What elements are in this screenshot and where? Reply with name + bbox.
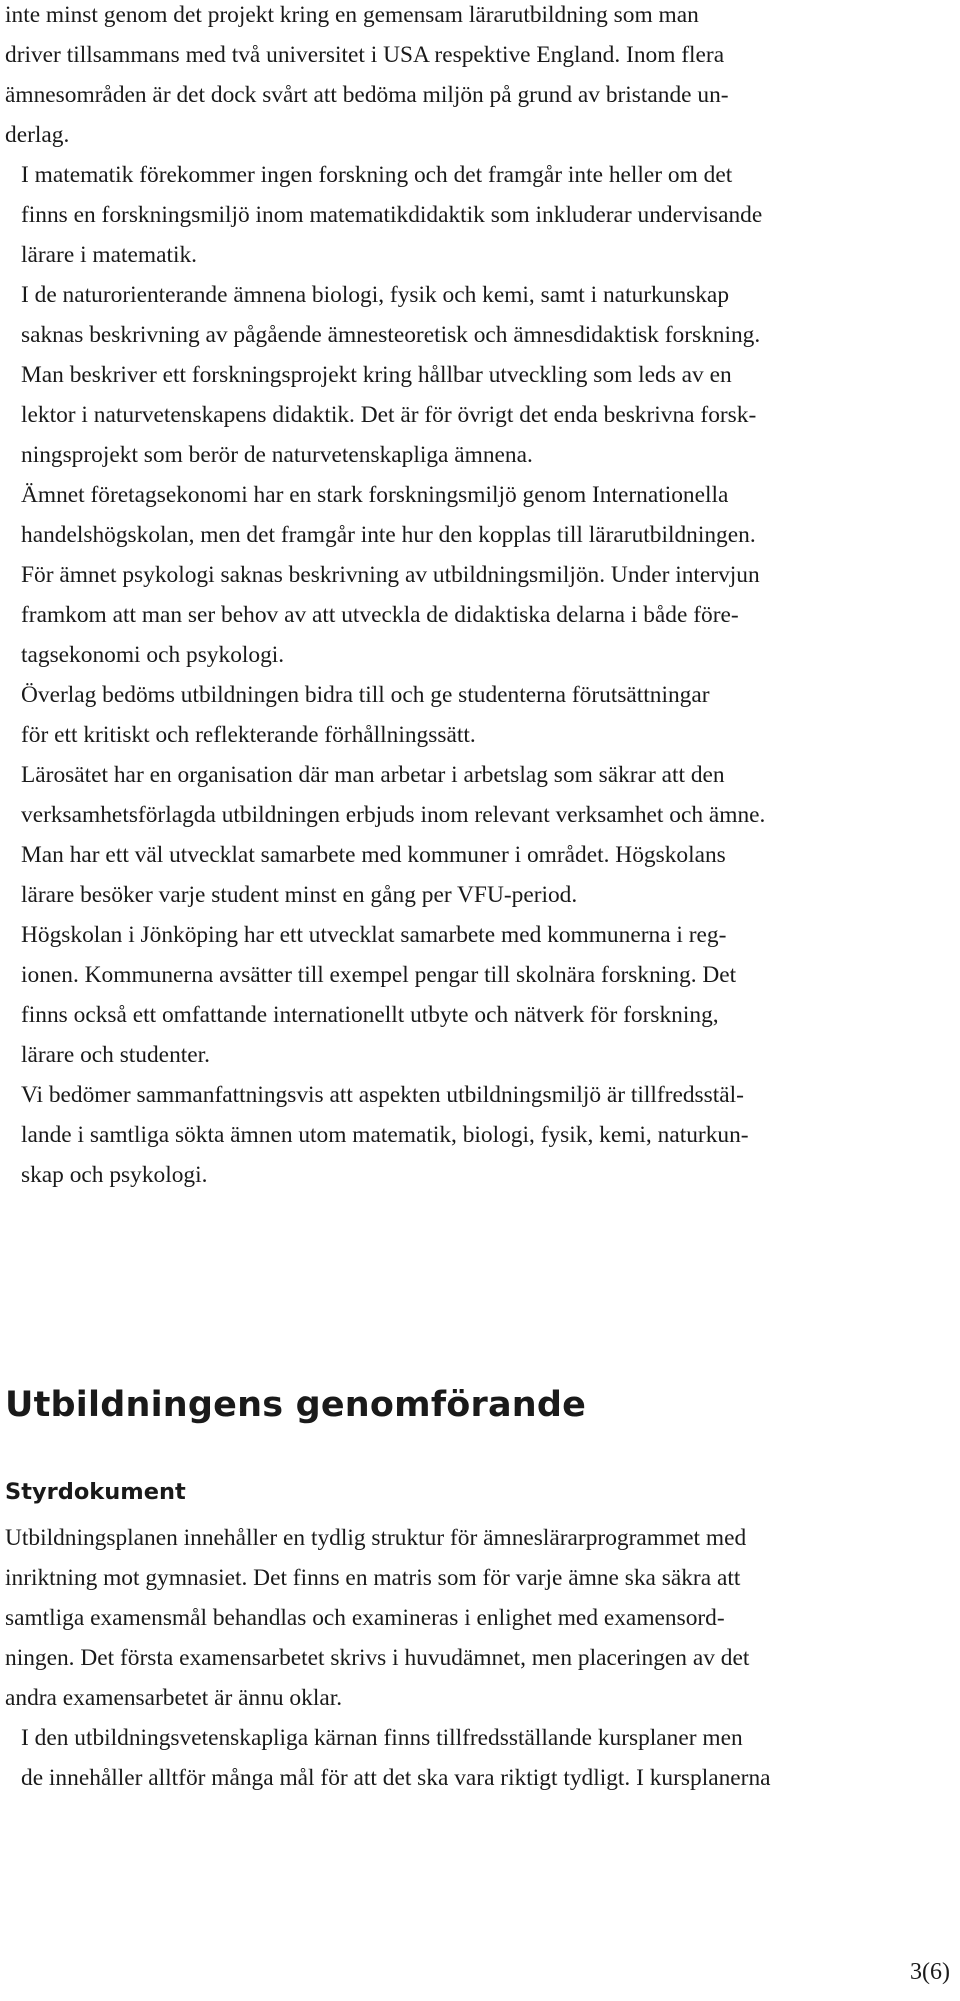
section-text-block <box>5 1518 950 1798</box>
text-line: driver tillsammans med två universitet i USA respektive England. Inom flera <box>5 42 725 68</box>
paragraph-utbildningsplanen <box>5 1518 950 1718</box>
text-line: de innehåller alltför många mål för att det ska vara riktigt tydligt. I kursplanerna <box>21 1765 771 1791</box>
text-line: saknas beskrivning av pågående ämnesteoretisk och ämnesdidaktisk forskning. <box>21 322 761 348</box>
text-line: lande i samtliga sökta ämnen utom matematik, biologi, fysik, kemi, naturkun- <box>21 1122 749 1148</box>
paragraph-karnan <box>5 1718 950 1798</box>
text-line: ningsprojekt som berör de naturvetenskapliga ämnena. <box>21 442 533 468</box>
paragraph-sammanfattning <box>5 1075 948 1195</box>
text-line: Överlag bedöms utbildningen bidra till och ge studenterna förutsättningar <box>21 682 710 708</box>
text-line: lärare besöker varje student minst en gång per VFU-period. <box>21 882 578 908</box>
subsection-heading: Styrdokument <box>5 1479 186 1505</box>
text-line: I matematik förekommer ingen forskning och det framgår inte heller om det <box>21 162 733 188</box>
text-line: Man beskriver ett forskningsprojekt kring hållbar utveckling som leds av en <box>21 362 732 388</box>
text-line: Ämnet företagsekonomi har en stark forskningsmiljö genom Internationella <box>21 482 729 508</box>
text-line: inte minst genom det projekt kring en gemensam lärarutbildning som man <box>5 2 699 28</box>
top-text-block <box>5 0 948 1195</box>
text-line: För ämnet psykologi saknas beskrivning av utbildningsmiljön. Under intervjun <box>21 562 760 588</box>
text-line: I de naturorienterande ämnena biologi, fysik och kemi, samt i naturkunskap <box>21 282 730 308</box>
text-line: ionen. Kommunerna avsätter till exempel pengar till skolnära forskning. Det <box>21 962 737 988</box>
text-line: Utbildningsplanen innehåller en tydlig struktur för ämneslärarprogrammet med <box>5 1525 747 1551</box>
text-line: Man har ett väl utvecklat samarbete med kommuner i området. Högskolans <box>21 842 726 868</box>
text-line: för ett kritiskt och reflekterande förhållningssätt. <box>21 722 476 748</box>
text-line: lärare i matematik. <box>21 242 197 268</box>
text-line: skap och psykologi. <box>21 1162 208 1188</box>
text-line: framkom att man ser behov av att utveckla de didaktiska delarna i både före- <box>21 602 739 628</box>
text-line: tagsekonomi och psykologi. <box>21 642 285 668</box>
text-line: derlag. <box>5 122 70 148</box>
text-line: verksamhetsförlagda utbildningen erbjuds inom relevant verksamhet och ämne. <box>21 802 766 828</box>
text-line: ämnesområden är det dock svårt att bedöma miljön på grund av bristande un- <box>5 82 729 108</box>
text-line: inriktning mot gymnasiet. Det finns en matris som för varje ämne ska säkra att <box>5 1565 741 1591</box>
page-number: 3(6) <box>910 1959 950 1985</box>
section-heading: Utbildningens genomförande <box>5 1385 587 1425</box>
paragraph-hogskolan <box>5 915 948 1075</box>
paragraph-matematik <box>5 155 948 275</box>
text-line: lärare och studenter. <box>21 1042 210 1068</box>
paragraph-naturorienterande <box>5 275 948 475</box>
text-line: handelshögskolan, men det framgår inte hur den kopplas till lärarutbildningen. <box>21 522 756 548</box>
paragraph-overlag <box>5 675 948 755</box>
text-line: finns en forskningsmiljö inom matematikdidaktik som inkluderar undervisande <box>21 202 763 228</box>
paragraph-foretagsekonomi <box>5 475 948 675</box>
text-line: lektor i naturvetenskapens didaktik. Det är för övrigt det enda beskrivna forsk- <box>21 402 757 428</box>
text-line: ningen. Det första examensarbetet skrivs i huvudämnet, men placeringen av det <box>5 1645 750 1671</box>
text-line: Högskolan i Jönköping har ett utvecklat samarbete med kommunerna i reg- <box>21 922 727 948</box>
text-line: Lärosätet har en organisation där man arbetar i arbetslag som säkrar att den <box>21 762 725 788</box>
text-line: finns också ett omfattande internationellt utbyte och nätverk för forskning, <box>21 1002 719 1028</box>
paragraph-continuation <box>5 0 948 155</box>
text-line: Vi bedömer sammanfattningsvis att aspekten utbildningsmiljö är tillfredsstäl- <box>21 1082 744 1108</box>
text-line: andra examensarbetet är ännu oklar. <box>5 1685 343 1711</box>
text-line: I den utbildningsvetenskapliga kärnan finns tillfredsställande kursplaner men <box>21 1725 743 1751</box>
text-line: samtliga examensmål behandlas och examineras i enlighet med examensord- <box>5 1605 725 1631</box>
paragraph-larosatet <box>5 755 948 915</box>
